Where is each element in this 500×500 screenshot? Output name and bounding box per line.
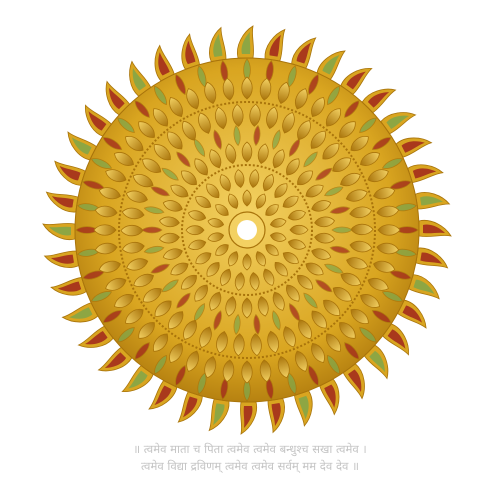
caption-line-1: ॥ त्वमेव माता च पिता त्वमेव त्वमेव बन्धुश्च सखा त्वमेव । [133,442,367,456]
center-hole [237,220,257,240]
caption-line-2: त्वमेव विद्या द्रविणम् त्वमेव त्वमेव सर्वम् मम देव देव ॥ [141,459,359,473]
